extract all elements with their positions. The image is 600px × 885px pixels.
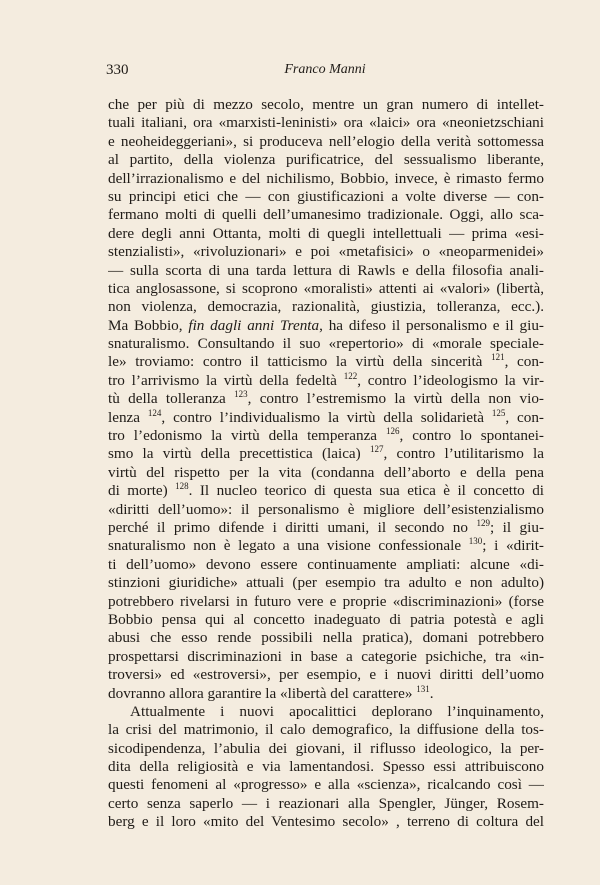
line-text: tù della tolleranza $^{123}$, contro l’estremismo la virtù della non vio- xyxy=(108,390,544,408)
line-text: le» troviamo: contro il tatticismo la virtù della sincerità $^{121}$, con- xyxy=(108,353,544,371)
text-line xyxy=(108,225,544,243)
line-text: tro l’edonismo la virtù della temperanza $^{126}$, contro lo spontanei- xyxy=(108,427,544,445)
line-text: al partito, della violenza purificatrice, del sessualismo liberante, xyxy=(108,151,544,169)
text-line xyxy=(108,96,544,114)
line-text: dere degli anni Ottanta, molti di quegli intellettuali — prima «esi- xyxy=(108,224,544,242)
running-title: Franco Manni xyxy=(284,62,366,77)
line-text: Ma Bobbio, fin dagli anni Trenta, ha difeso il personalismo e il giu- xyxy=(108,316,544,334)
text-line xyxy=(108,537,544,555)
text-line xyxy=(108,795,544,813)
line-text: prospettarsi discriminazioni in base a categorie psichiche, tra «in- xyxy=(108,647,544,665)
line-text: non violenza, democrazia, razionalità, giustizia, tolleranza, ecc.). xyxy=(108,298,544,316)
text-line xyxy=(108,611,544,629)
line-text: snaturalismo non è legato a una visione confessionale $^{130}$; i «dirit- xyxy=(108,537,544,555)
line-text: perché il primo difende i diritti umani, il secondo no $^{129}$; il giu- xyxy=(108,518,544,536)
text-line xyxy=(108,170,544,188)
line-text: tica anglosassone, si scoprono «moralisti» attenti ai «valori» (libertà, xyxy=(108,279,544,297)
line-text: virtù del rispetto per la vita (condanna dell’aborto e della pena xyxy=(108,463,544,481)
text-line xyxy=(108,206,544,224)
line-text: stinzioni giuridiche» attuali (per esempio tra adulto e non adulto) xyxy=(108,574,544,592)
text-line xyxy=(108,427,544,445)
text-line xyxy=(108,648,544,666)
text-line xyxy=(108,298,544,316)
body-text xyxy=(108,96,544,832)
text-line xyxy=(108,372,544,390)
text-line xyxy=(108,335,544,353)
line-text: abusi che esso rende possibili nella pratica), domani potrebbero xyxy=(108,629,544,647)
text-line xyxy=(108,390,544,408)
line-text: Bobbio pensa qui al concetto inadeguato di patria potestà e agli xyxy=(108,610,544,628)
text-line xyxy=(108,317,544,335)
line-text: dovranno allora garantire la «libertà del carattere» $^{131}$. xyxy=(108,684,434,702)
text-line xyxy=(108,758,544,776)
line-text: questi fenomeni al «progresso» e alla «scienza», ricalcando così — xyxy=(108,776,544,794)
line-text: Attualmente i nuovi apocalittici deplorano l’inquinamento, xyxy=(130,702,544,720)
text-line xyxy=(108,151,544,169)
line-text: e neoheideggeriani», si produceva nell’elogio della verità sottomessa xyxy=(108,132,544,150)
line-text: potrebbero rivelarsi in futuro vere e proprie «discriminazioni» (forse xyxy=(108,592,544,610)
text-line xyxy=(108,501,544,519)
text-line xyxy=(108,574,544,592)
text-line xyxy=(108,133,544,151)
line-text: troversi» ed «estroversi», per esempio, e i nuovi diritti dell’uomo xyxy=(108,666,544,684)
text-line xyxy=(108,353,544,371)
line-text: che per più di mezzo secolo, mentre un gran numero di intellet- xyxy=(108,96,544,113)
text-line xyxy=(108,445,544,463)
line-text: tuali italiani, ora «marxisti-leninisti» ora «laici» ora «neonietzschiani xyxy=(108,114,544,132)
line-text: — sulla scorta di una tarda lettura di Rawls e della filosofia anali- xyxy=(108,261,544,279)
text-line xyxy=(108,740,544,758)
line-text: certo senza saperlo — i reazionari alla Spengler, Jünger, Rosem- xyxy=(108,794,544,812)
text-line xyxy=(108,776,544,794)
line-text: sicodipendenza, l’abulia dei giovani, il riflusso ideologico, la per- xyxy=(108,739,544,757)
page-header xyxy=(106,62,544,82)
line-text: stenzialisti», «rivoluzionari» e poi «metafisici» o «neoparmenidei» xyxy=(108,243,544,261)
text-line xyxy=(108,519,544,537)
text-line xyxy=(108,464,544,482)
line-text: dita della religiosità e via lamentandosi. Spesso essi attribuiscono xyxy=(108,758,544,776)
text-line xyxy=(108,280,544,298)
line-text: «diritti dell’uomo»: il personalismo è migliore dell’esistenzialismo xyxy=(108,500,544,518)
text-line xyxy=(108,685,544,703)
text-line xyxy=(108,262,544,280)
text-line xyxy=(108,721,544,739)
text-line xyxy=(108,409,544,427)
line-text: lenza $^{124}$, contro l’individualismo la virtù della solidarietà $^{125}$, con- xyxy=(108,408,544,426)
text-line xyxy=(108,813,544,831)
line-text: di morte) $^{128}$. Il nucleo teorico di questa sua etica è il concetto di xyxy=(108,482,544,500)
page-number: 330 xyxy=(106,62,129,78)
text-line xyxy=(108,114,544,132)
line-text: fermano molti di quelli dell’umanesimo tradizionale. Oggi, allo sca- xyxy=(108,206,544,224)
text-line xyxy=(108,243,544,261)
text-line xyxy=(108,703,544,721)
text-line xyxy=(108,482,544,500)
text-line xyxy=(108,556,544,574)
line-text: snaturalismo. Consultando il suo «repertorio» di «morale speciale- xyxy=(108,335,544,353)
line-text: smo la virtù della precettistica (laica) $^{127}$, contro l’utilitarismo la xyxy=(108,445,544,463)
text-line xyxy=(108,629,544,647)
text-line xyxy=(108,666,544,684)
line-text: dell’irrazionalismo e del nichilismo, Bobbio, invece, è rimasto fermo xyxy=(108,169,544,187)
line-text: berg e il loro «mito del Ventesimo secolo» , terreno di coltura del xyxy=(108,813,544,831)
line-text: su principi etici che — con giustificazioni a volte diverse — con- xyxy=(108,187,544,205)
line-text: ti dell’uomo» devono essere continuamente ampliati: alcune «di- xyxy=(108,555,544,573)
line-text: tro l’arrivismo la virtù della fedeltà $^{122}$, contro l’ideologismo la vir- xyxy=(108,371,544,389)
text-line xyxy=(108,593,544,611)
line-text: la crisi del matrimonio, il calo demografico, la diffusione della tos- xyxy=(108,721,544,739)
text-line xyxy=(108,188,544,206)
